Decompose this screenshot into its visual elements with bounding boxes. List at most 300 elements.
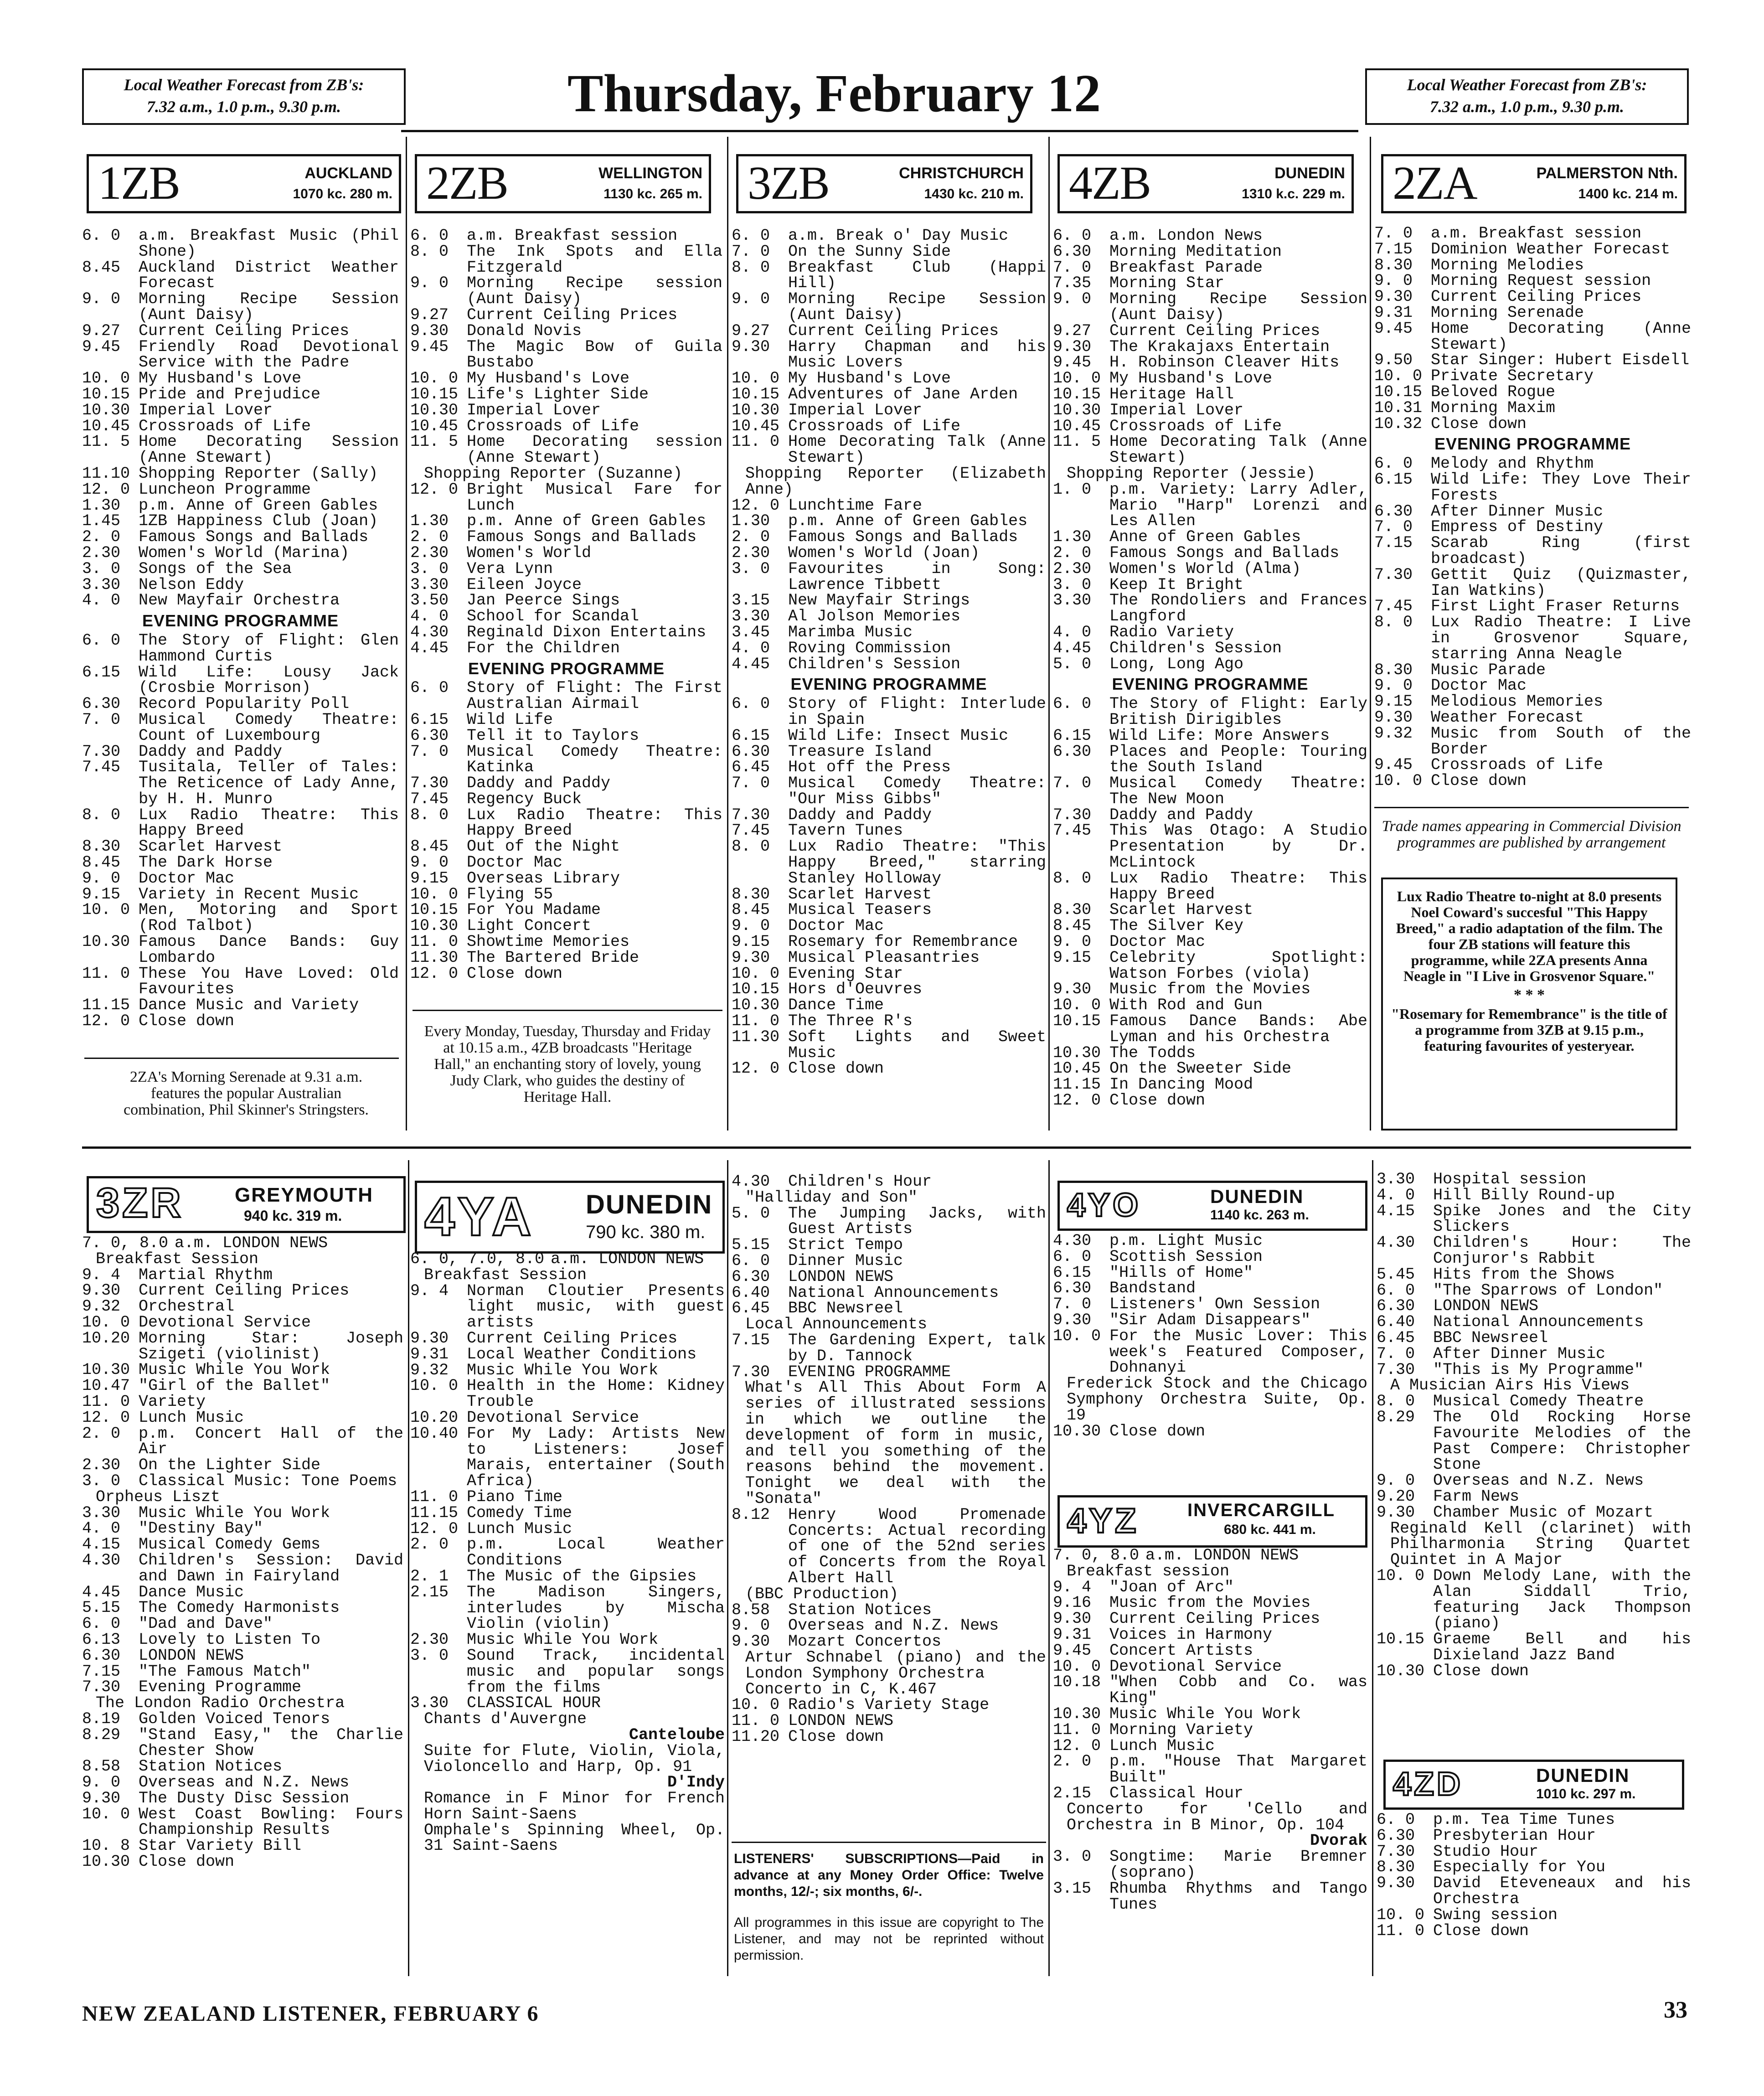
programme-title: Famous Dance Bands: Guy Lombardo [139, 933, 399, 967]
weather-forecast-right-line1: Local Weather Forecast from ZB's: [1407, 76, 1647, 94]
programme-item [1374, 273, 1691, 289]
programme-time: 9.30 [1374, 288, 1413, 306]
programme-item [1053, 291, 1367, 323]
programme-item [1053, 950, 1367, 982]
programme-time: 10.30 [410, 917, 459, 935]
programme-item [1377, 1859, 1691, 1875]
programme-title: The Music of the Gipsies [467, 1567, 697, 1585]
programme-time: 2. 0 [410, 1535, 449, 1554]
programme-title: Al Jolson Memories [788, 607, 961, 626]
programme-title: On the Lighter Side [139, 1456, 321, 1475]
programme-item [732, 1237, 1046, 1253]
programme-time: 4.30 [1377, 1234, 1415, 1252]
programme-time: 7.45 [82, 758, 121, 777]
programme-item [1377, 1330, 1691, 1346]
programme-item [82, 228, 399, 260]
programme-item [1374, 242, 1691, 258]
programme-time: 8.19 [82, 1709, 121, 1728]
programme-item [82, 1331, 403, 1363]
programme-title: Imperial Lover [467, 401, 601, 419]
programme-item [1053, 482, 1367, 529]
programme-title: The Old Rocking Horse Favourite Melodies of the Past Compere: Christopher Stone [1433, 1408, 1691, 1474]
page-title: Thursday, February 12 [567, 63, 1101, 123]
programme-item [732, 1285, 1046, 1301]
programme-title: Overseas and N.Z. News [139, 1773, 350, 1792]
station-frequency: 1400 kc. 214 m. [1578, 186, 1678, 201]
programme-item [1377, 1505, 1691, 1521]
programme-title: Breakfast session [1067, 1562, 1230, 1580]
programme-item [1377, 1521, 1691, 1568]
programme-item [410, 839, 722, 855]
programme-title: "Girl of the Ballet" [139, 1377, 330, 1395]
programme-item [410, 1822, 725, 1854]
programme-title: Jan Peerce Sings [467, 591, 620, 610]
programme-title: Children's Session [788, 655, 961, 673]
programme-item [732, 1650, 1046, 1682]
programme-title: Rhumba Rhythms and Tango Tunes [1109, 1879, 1367, 1914]
programme-title: Morning Variety [1109, 1720, 1253, 1739]
programme-title: Crossroads of Life [788, 417, 961, 435]
programme-title: Famous Songs and Ballads [1109, 543, 1340, 562]
programme-title: Heritage Hall [1109, 385, 1234, 403]
programme-item [1377, 1631, 1691, 1663]
programme-time: 10.30 [732, 401, 780, 419]
programme-title: The Dark Horse [139, 853, 273, 872]
programme-title: Close down [139, 1012, 235, 1031]
programme-item [732, 1253, 1046, 1269]
programme-time: 9. 0 [410, 853, 449, 872]
programme-item [732, 1029, 1046, 1061]
programme-item [82, 1473, 403, 1489]
programme-time: 7. 0 [410, 742, 449, 761]
programme-time: 9.15 [410, 869, 449, 888]
rosemary-note: "Rosemary for Remembrance" is the title of a programme from 3ZB at 9.15 p.m., featuring favourites of yesteryear. [1391, 1006, 1667, 1054]
programme-title: Musical Comedy Theatre [1433, 1392, 1644, 1411]
programme-time: 8.29 [82, 1725, 121, 1744]
programme-item [82, 561, 399, 577]
programme-title: p.m. Local Weather Conditions [467, 1535, 725, 1570]
programme-item [732, 775, 1046, 807]
station-city: DUNEDIN [1274, 165, 1345, 182]
programme-title: Famous Dance Bands: Abe Lyman and his Orchestra [1109, 1012, 1367, 1046]
programme-item [410, 1331, 725, 1347]
station-callsign: 4YZ [1067, 1502, 1139, 1540]
programme-time: 7.45 [410, 790, 449, 808]
programme-title: Scarab Ring (first broadcast) [1431, 534, 1691, 568]
programme-time [82, 1251, 96, 1267]
programme-title: Life's Lighter Side [467, 385, 649, 403]
programme-item [1374, 678, 1691, 694]
programme-title: LONDON NEWS [788, 1267, 894, 1286]
programme-time: 9.30 [1053, 980, 1092, 999]
programme-title: Crossroads of Life [467, 417, 640, 435]
programme-item [1053, 418, 1367, 434]
programme-item [410, 545, 722, 561]
programme-title: Home Decorating session (Anne Stewart) [467, 433, 722, 467]
programme-title: Tell it to Taylors [467, 726, 640, 745]
station-frequency: 940 kc. 319 m. [244, 1208, 342, 1224]
programme-item [410, 1347, 725, 1363]
programme-title: Lunch Music [139, 1408, 244, 1427]
programme-title: For My Lady: Artists New to Listeners: Josef Marais, entertainer (South Africa) [467, 1424, 725, 1491]
note-divider [1374, 807, 1689, 808]
programme-title: p.m. Anne of Green Gables [788, 512, 1028, 531]
programme-item [1053, 1881, 1367, 1913]
programme-item [1374, 384, 1691, 400]
programme-time: 10. 0 [410, 369, 459, 388]
programme-title: Morning Recipe Session (Aunt Daisy) [139, 290, 399, 324]
programme-title: First Light Fraser Returns [1431, 597, 1680, 616]
programme-item [1053, 918, 1367, 934]
programme-title: a.m. Breakfast Music (Phil Shone) [139, 227, 399, 261]
programme-time [732, 1682, 745, 1698]
programme-item [1374, 662, 1691, 678]
programme-item [410, 561, 722, 577]
programme-time: 4.30 [82, 1551, 121, 1569]
programme-time: 7.45 [1374, 597, 1413, 616]
programme-item [82, 1854, 403, 1870]
programme-title: a.m. Breakfast session [467, 227, 678, 245]
programme-item [82, 696, 399, 712]
programme-title: Romance in F Minor for French Horn Saint-Saens [424, 1789, 725, 1823]
programme-title: "Destiny Bay" [139, 1519, 263, 1538]
programme-time: 2. 0 [1053, 543, 1092, 562]
programme-time: 7.30 [82, 1678, 121, 1697]
lux-radio-note-box [1381, 878, 1677, 1131]
programme-time: 6.30 [82, 1646, 121, 1665]
programme-time: 8. 0 [410, 242, 449, 261]
programme-item [732, 323, 1046, 339]
programme-title: Wild Life: They Love Their Forests [1431, 470, 1691, 505]
programme-title: Health in the Home: Kidney Trouble [467, 1377, 725, 1411]
programme-item [410, 744, 722, 776]
programme-time: 8.30 [1374, 256, 1413, 274]
programme-time: 6. 0 [732, 695, 770, 713]
programme-title: Piano Time [467, 1487, 563, 1506]
programme-title: New Mayfair Strings [788, 591, 970, 610]
programme-time [732, 1380, 745, 1507]
programme-title: "When Cobb and Co. was King" [1109, 1673, 1367, 1708]
programme-title: The Ink Spots and Ella Fitzgerald [467, 242, 722, 277]
programme-item [410, 339, 722, 371]
programme-time: 6. 0 [1377, 1281, 1415, 1300]
lux-radio-note: Lux Radio Theatre to-night at 8.0 presents Noel Coward's succesful "This Happy Breed," a radio adaptation of the film. The four ZB stations will feature this programme, while 2ZA presents Anna Neagle in "I Live in Grosvenor Square." [1396, 888, 1663, 984]
programme-title: Dance Music [139, 1583, 244, 1601]
programme-item [732, 371, 1046, 387]
programme-item [410, 1537, 725, 1569]
programme-title: p.m. Anne of Green Gables [467, 512, 707, 531]
programme-time: 6.15 [410, 710, 449, 729]
programme-time: 9.30 [1053, 1311, 1092, 1329]
programme-time: 12. 0 [82, 480, 130, 499]
programme-time [1377, 1378, 1390, 1394]
programme-time: 11.15 [82, 996, 130, 1015]
station-frequency: 1070 kc. 280 m. [293, 186, 392, 201]
programme-time: 10.20 [82, 1329, 130, 1347]
programme-title: Close down [467, 964, 563, 983]
weather-forecast-left-line1: Local Weather Forecast from ZB's: [124, 76, 364, 94]
programme-item [1053, 1013, 1367, 1045]
programme-item [82, 855, 399, 871]
programme-time: 6.30 [1374, 502, 1413, 521]
programme-time: 10. 0 [732, 1696, 780, 1714]
programme-title: Doctor Mac [1431, 676, 1527, 695]
programme-time: 9. 0 [732, 1616, 770, 1635]
programme-time: 3.30 [410, 1694, 449, 1713]
programme-item [410, 950, 722, 966]
programme-item [1053, 807, 1367, 823]
programme-item [732, 1269, 1046, 1285]
programme-title: Lux Radio Theatre: This Happy Breed [467, 805, 722, 840]
programme-item [1053, 1548, 1367, 1564]
programme-item [732, 807, 1046, 823]
programme-time: 10.15 [410, 385, 459, 403]
station-header-2za [1381, 154, 1687, 213]
programme-title: Local Announcements [745, 1315, 928, 1334]
programme-time: 6.40 [1377, 1313, 1415, 1332]
programme-item [82, 1235, 403, 1251]
column-divider [1048, 1160, 1050, 1976]
programme-time: 4. 0 [732, 639, 770, 657]
programme-title: Close down [139, 1853, 235, 1871]
programme-time: 2.30 [732, 543, 770, 562]
programme-time: 9.27 [732, 321, 770, 340]
programme-time: 1. 0 [1053, 480, 1092, 499]
programme-title: Nelson Eddy [139, 575, 244, 594]
programme-time: 8. 0 [1377, 1392, 1415, 1411]
programme-time: 8.12 [732, 1505, 770, 1524]
programme-item [732, 759, 1046, 775]
programme-item [82, 1283, 403, 1299]
programme-time: 9.27 [82, 321, 121, 340]
programme-title: Dominion Weather Forecast [1431, 240, 1671, 258]
programme-item [1377, 1298, 1691, 1314]
programme-title: a.m. LONDON NEWS [551, 1250, 704, 1268]
programme-title: p.m. Anne of Green Gables [139, 496, 378, 515]
programme-title: Star Singer: Hubert Eisdell [1431, 351, 1690, 370]
programme-title: a.m. LONDON NEWS [175, 1234, 328, 1252]
section-heading: EVENING PROGRAMME [468, 659, 665, 678]
programme-title: "The Famous Match" [139, 1662, 311, 1681]
programme-time: 5.15 [732, 1236, 770, 1255]
programme-item [732, 1729, 1046, 1745]
programme-item [410, 1363, 725, 1378]
programme-time [732, 466, 745, 498]
programme-item [732, 260, 1046, 292]
programme-item [732, 997, 1046, 1013]
programme-item [732, 744, 1046, 760]
programme-item [82, 323, 399, 339]
programme-time: 6.15 [1053, 726, 1092, 745]
programme-time: 9. 0 [1374, 272, 1413, 290]
note-divider [732, 1842, 1046, 1843]
programme-title: Comedy Time [467, 1503, 573, 1522]
programme-time: 2. 1 [410, 1567, 449, 1585]
programme-time: 11. 5 [1053, 433, 1101, 451]
programme-title: Famous Songs and Ballads [467, 528, 697, 547]
programme-time: 6.15 [1053, 1263, 1092, 1282]
programme-title: My Husband's Love [1109, 369, 1273, 388]
programme-time: 1.30 [1053, 528, 1092, 547]
programme-time [82, 1695, 96, 1711]
note-divider [84, 1058, 399, 1059]
programme-time: 4.30 [1053, 1232, 1092, 1250]
programme-title: Morning Serenade [1431, 303, 1584, 322]
programme-title: Concerto for 'Cello and Orchestra in B Minor, Op. 104 [1067, 1800, 1367, 1834]
programme-title: Imperial Lover [1109, 401, 1244, 419]
programme-time: 9.15 [732, 933, 770, 951]
programme-title: Hot off the Press [788, 758, 951, 777]
programme-title: After Dinner Music [1431, 502, 1604, 521]
programme-item [82, 633, 399, 665]
programme-title: Strict Tempo [788, 1236, 903, 1255]
programme-time: 10.45 [732, 417, 780, 435]
programme-title: The Dusty Disc Session [139, 1789, 350, 1807]
programme-title: Station Notices [788, 1600, 932, 1619]
programme-time: 3.30 [410, 575, 449, 594]
programme-time: 8.30 [1053, 901, 1092, 919]
programme-item [732, 902, 1046, 918]
programme-item [410, 625, 722, 640]
programme-item [1053, 1802, 1367, 1833]
programme-item [1374, 535, 1691, 567]
programme-time: 9. 4 [82, 1265, 121, 1284]
programme-time: 3. 0 [410, 559, 449, 578]
programme-title: EVENING PROGRAMME [788, 1363, 951, 1381]
programme-time: 10.30 [82, 1853, 130, 1871]
station-header-3zr [87, 1176, 406, 1233]
programme-time [732, 1650, 745, 1682]
programme-item [732, 1697, 1046, 1713]
programme-item [732, 696, 1046, 728]
programme-time: 7. 0 [1053, 258, 1092, 277]
programme-time: 3. 0 [732, 559, 770, 578]
programme-time: 3. 0 [82, 559, 121, 578]
programme-title: Hill Billy Round-up [1433, 1186, 1615, 1204]
programme-title: Evening Star [788, 964, 903, 983]
programme-time: 6. 0, 7.0, 8.0 [410, 1250, 545, 1268]
programme-time [410, 1711, 424, 1727]
programme-item [82, 513, 399, 529]
column-divider [1372, 1160, 1373, 1976]
programme-title: The Madison Singers, interludes by Mischa Violin (violin) [467, 1583, 725, 1633]
programme-item [82, 387, 399, 403]
programme-title: "Sir Adam Disappears" [1109, 1311, 1311, 1329]
station-city: CHRISTCHURCH [899, 165, 1024, 182]
programme-title: Bright Musical Fare for Lunch [467, 480, 722, 515]
programme-time: 3. 0 [1053, 575, 1092, 594]
composer-name: Canteloube [629, 1725, 725, 1744]
programme-item [1053, 1754, 1367, 1786]
programme-title: Crossroads of Life [139, 417, 311, 435]
programme-title: The Story of Flight: Early British Dirigibles [1109, 695, 1367, 729]
station-callsign: 4ZB [1069, 157, 1150, 209]
programme-time: 10.30 [1053, 1704, 1101, 1723]
programme-title: Morning Star: Joseph Szigeti (violinist) [139, 1329, 403, 1363]
programme-item [1053, 1738, 1367, 1754]
programme-item [732, 1190, 1046, 1206]
programme-title: BBC Newsreel [1433, 1328, 1548, 1347]
programme-title: Doctor Mac [1109, 933, 1206, 951]
programme-time: 7. 0 [1053, 1295, 1092, 1314]
schedule-4yo-continued [1377, 1172, 1691, 1679]
programme-title: Close down [1433, 1921, 1529, 1940]
programme-item [732, 403, 1046, 418]
programme-item [1377, 1378, 1691, 1394]
programme-time: 9.30 [1053, 337, 1092, 356]
programme-time: 8.45 [732, 901, 770, 919]
programme-title: Morning Meditation [1109, 242, 1282, 261]
programme-title: BBC Newsreel [788, 1299, 903, 1318]
programme-time: 11.15 [410, 1503, 459, 1522]
programme-time: 6.40 [732, 1283, 770, 1302]
programme-item [82, 966, 399, 998]
programme-title: Music While You Work [139, 1503, 330, 1522]
programme-title: Daddy and Paddy [139, 742, 283, 761]
section-heading: EVENING PROGRAMME [1112, 675, 1309, 694]
programme-item [1377, 1663, 1691, 1679]
programme-time: 10.30 [1053, 1043, 1101, 1062]
programme-title: Wild Life: Insect Music [788, 726, 1009, 745]
programme-title: My Husband's Love [139, 369, 302, 388]
programme-title: Breakfast Club (Happi Hill) [788, 258, 1046, 293]
programme-item [82, 260, 399, 292]
weather-forecast-right [1365, 68, 1689, 125]
programme-item [410, 577, 722, 593]
programme-time: 2.30 [410, 543, 449, 562]
station-city: DUNEDIN [586, 1190, 713, 1219]
programme-item [1377, 1473, 1691, 1489]
programme-time: 9.30 [1377, 1874, 1415, 1893]
programme-item [410, 1410, 725, 1426]
programme-time: 6.15 [1374, 470, 1413, 489]
programme-item [82, 759, 399, 807]
programme-time: 10.31 [1374, 398, 1423, 417]
programme-title: Out of the Night [467, 837, 620, 856]
programme-title: Favourites in Song: Lawrence Tibbett [788, 559, 1046, 594]
programme-time: 9.15 [1374, 692, 1413, 711]
programme-title: Music While You Work [139, 1361, 330, 1379]
programme-item [82, 1521, 403, 1537]
programme-time: 11.30 [410, 948, 459, 967]
programme-item [1374, 352, 1691, 368]
programme-time: 2.30 [82, 543, 121, 562]
station-frequency: 1130 kc. 265 m. [603, 186, 702, 201]
programme-title: 1ZB Happiness Club (Joan) [139, 512, 378, 531]
programme-title: Men, Motoring and Sport (Rod Talbot) [139, 901, 399, 935]
programme-item [1053, 1722, 1367, 1738]
programme-item [410, 466, 722, 482]
programme-item [1374, 472, 1691, 504]
programme-title: Imperial Lover [139, 401, 273, 419]
programme-title: Close down [1109, 1422, 1206, 1440]
programme-time: 2. 0 [732, 528, 770, 547]
programme-title: Record Popularity Poll [139, 695, 350, 713]
station-callsign: 1ZB [98, 157, 180, 209]
programme-title: Omphale's Spinning Wheel, Op. 31 Saint-Saens [424, 1821, 725, 1855]
programme-title: Celebrity Spotlight: Watson Forbes (viola) [1109, 948, 1367, 983]
programme-title: Artur Schnabel (piano) and the London Symphony Orchestra [745, 1648, 1046, 1683]
programme-item [82, 466, 399, 482]
programme-title: Eileen Joyce [467, 575, 582, 594]
programme-title: Songtime: Marie Bremner (soprano) [1109, 1848, 1367, 1882]
programme-time: 11. 0 [82, 1392, 130, 1411]
header-rule [401, 130, 1358, 132]
programme-time: 9.30 [732, 337, 770, 356]
programme-title: Evening Programme [139, 1678, 302, 1697]
programme-title: Crossroads of Life [1109, 417, 1282, 435]
section-heading: EVENING PROGRAMME [790, 675, 987, 694]
